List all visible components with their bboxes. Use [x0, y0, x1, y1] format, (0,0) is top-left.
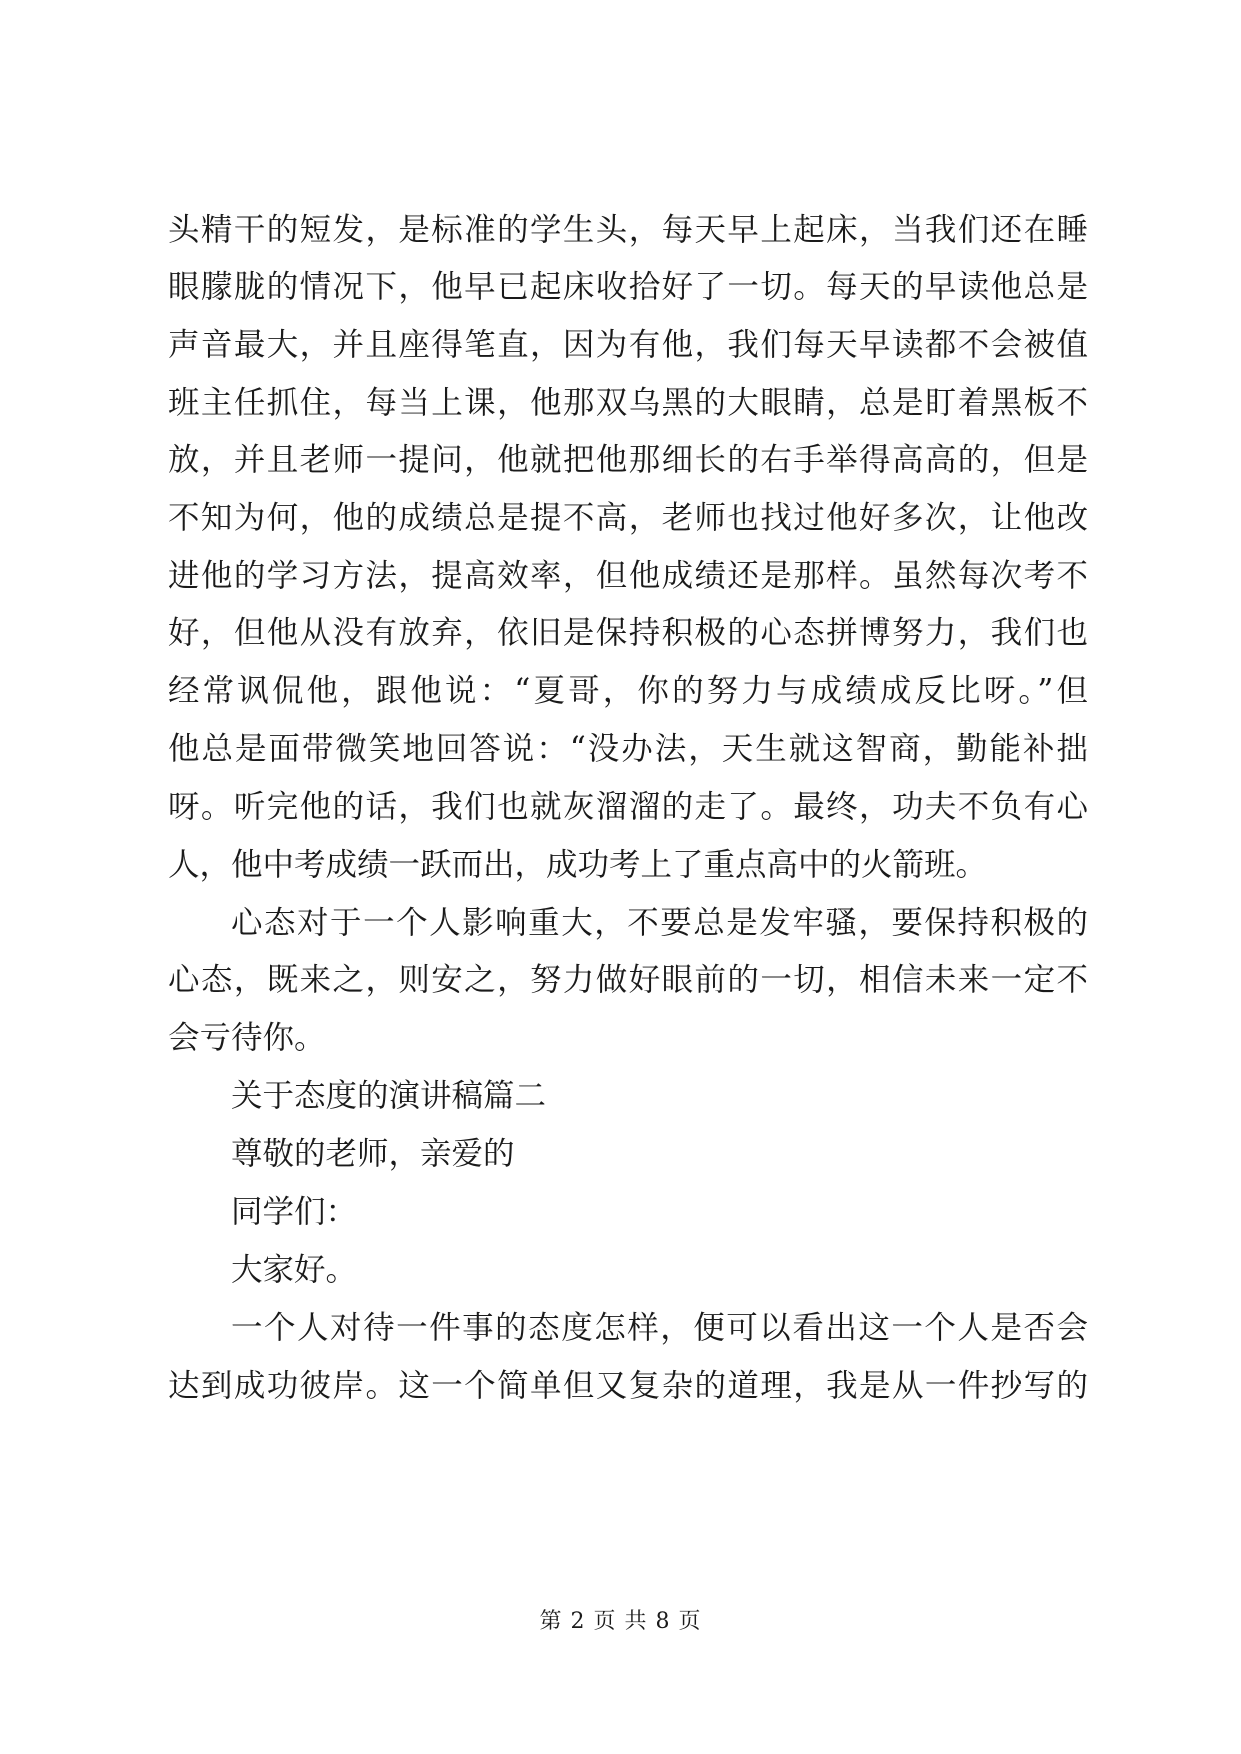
body-line: 好，但他从没有放弃，依旧是保持积极的心态拼博努力，我们也: [168, 615, 1088, 651]
body-line: 声音最大，并且座得笔直，因为有他，我们每天早读都不会被值: [168, 327, 1088, 363]
body-line: 班主任抓住，每当上课，他那双乌黑的大眼睛，总是盯着黑板不: [168, 385, 1088, 421]
body-line: 会亏待你。: [168, 1020, 326, 1056]
page-number-footer: 第 2 页 共 8 页: [539, 1609, 702, 1634]
body-line: 头精干的短发，是标准的学生头，每天早上起床，当我们还在睡: [168, 212, 1088, 248]
paragraph-first-line: 心态对于一个人影响重大，不要总是发牢骚，要保持积极的: [231, 905, 1088, 941]
body-line: 呀。听完他的话，我们也就灰溜溜的走了。最终，功夫不负有心: [168, 789, 1088, 825]
body-line: 人，他中考成绩一跃而出，成功考上了重点高中的火箭班。: [168, 847, 988, 883]
body-line: 经常讽侃他，跟他说：“夏哥，你的努力与成绩成反比呀。”但: [168, 673, 1088, 709]
body-line: 心态，既来之，则安之，努力做好眼前的一切，相信未来一定不: [168, 962, 1088, 998]
body-line: 眼朦胧的情况下，他早已起床收拾好了一切。每天的早读他总是: [168, 269, 1088, 305]
body-line: 进他的学习方法，提高效率，但他成绩还是那样。虽然每次考不: [168, 558, 1088, 594]
salutation-line: 同学们：: [231, 1194, 358, 1230]
body-line: 他总是面带微笑地回答说：“没办法，天生就这智商，勤能补拙: [168, 731, 1088, 767]
paragraph-first-line: 一个人对待一件事的态度怎样，便可以看出这一个人是否会: [231, 1310, 1088, 1346]
body-line: 达到成功彼岸。这一个简单但又复杂的道理，我是从一件抄写的: [168, 1368, 1088, 1404]
salutation-line: 尊敬的老师，亲爱的: [231, 1136, 515, 1172]
greeting-line: 大家好。: [231, 1252, 358, 1288]
body-line: 放，并且老师一提问，他就把他那细长的右手举得高高的，但是: [168, 442, 1088, 478]
section-heading: 关于态度的演讲稿篇二: [231, 1078, 547, 1114]
body-line: 不知为何，他的成绩总是提不高，老师也找过他好多次，让他改: [168, 500, 1088, 536]
